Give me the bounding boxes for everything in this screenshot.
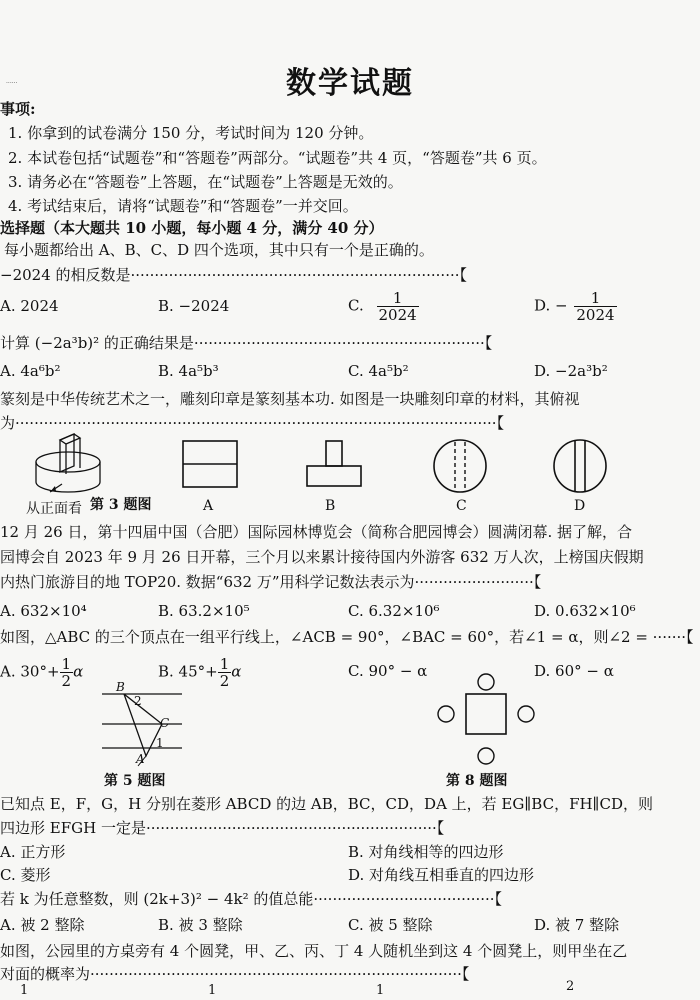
q4-line3: 内热门旅游目的地 TOP20. 数据“632 万”用科学记数法表示为·························【: [0, 573, 542, 591]
q3-front-view-label: 从正面看: [26, 501, 82, 517]
q5-option-b-prefix: B. 45°+: [158, 662, 218, 681]
page-title: 数学试题: [286, 66, 414, 101]
q3-line1: 篆刻是中华传统艺术之一，雕刻印章是篆刻基本功. 如图是一块雕刻印章的材料，其俯视: [0, 390, 580, 408]
q3-label-a: A: [203, 498, 214, 514]
fraction-denominator: 2024: [378, 306, 417, 324]
fraction-numerator: 1: [377, 290, 419, 307]
q1-option-c-fraction: [377, 290, 419, 323]
fraction-denominator: 2024: [576, 306, 615, 324]
q6-line2: 四边形 EFGH 一定是·····························································【: [0, 819, 445, 837]
q7-option-c: C. 被 5 整除: [348, 916, 433, 934]
q3-label-c: C: [456, 498, 467, 514]
notice-item: 4. 考试结束后，请将“试题卷”和“答题卷”一并交回。: [8, 197, 358, 215]
q1-option-c: [348, 290, 419, 323]
section-intro: 每小题都给出 A、B、C、D 四个选项，其中只有一个是正确的。: [4, 241, 434, 259]
q3-figure-caption: 第 3 题图: [90, 497, 152, 513]
q3-line2: 为·····································································································【: [0, 414, 505, 432]
q2-option-a: A. 4a⁶b²: [0, 362, 61, 380]
q3-option-d-figure: [552, 438, 608, 494]
q6-line1: 已知点 E，F，G，H 分别在菱形 ABCD 的边 AB，BC，CD，DA 上，若 EG∥BC，FH∥CD，则: [0, 795, 653, 813]
q5-option-a: [0, 656, 83, 689]
q7-option-b: B. 被 3 整除: [158, 916, 243, 934]
section-heading: 选择题（本大题共 10 小题，每小题 4 分，满分 40 分）: [0, 219, 384, 237]
fraction-denominator: 2: [219, 672, 230, 690]
q2-option-c: C. 4a⁵b²: [348, 362, 409, 380]
q8-option-c-numerator: 1: [376, 983, 385, 998]
q6-option-c: C. 菱形: [0, 866, 51, 884]
q4-line1: 12 月 26 日，第十四届中国（合肥）国际园林博览会（简称合肥园博会）圆满闭幕. 据了解，合: [0, 523, 633, 541]
q5-point-a: A: [136, 752, 145, 766]
q5-option-a-suffix: α: [73, 662, 84, 681]
q4-line2: 园博会自 2023 年 9 月 26 日开幕，三个月以来累计接待国内外游客 632 万人次，上榜国庆假期: [0, 548, 644, 566]
q5-option-d: D. 60° − α: [534, 662, 614, 680]
q5-point-c: C: [160, 716, 170, 730]
q8-option-a-numerator: 1: [20, 983, 29, 998]
notice-heading: 事项:: [0, 100, 36, 118]
q5-option-c: C. 90° − α: [348, 662, 428, 680]
q2-stem: 计算 (−2a³b)² 的正确结果是·····························································【: [0, 334, 493, 352]
q1-option-d-label: D. −: [534, 296, 568, 315]
fraction-numerator: 1: [219, 655, 230, 673]
q2-option-b: B. 4a⁵b³: [158, 362, 219, 380]
q8-figure-caption: 第 8 题图: [446, 773, 508, 789]
q7-stem: 若 k 为任意整数，则 (2k+3)² − 4k² 的值总能······································【: [0, 890, 503, 908]
q7-option-d: D. 被 7 整除: [534, 916, 620, 934]
notice-item: 3. 请务必在“答题卷”上答题，在“试题卷”上答题是无效的。: [8, 173, 403, 191]
half-fraction: [60, 656, 74, 689]
fraction-numerator: 1: [574, 290, 616, 307]
q4-option-a: A. 632×10⁴: [0, 602, 87, 620]
q4-option-d: D. 0.632×10⁶: [534, 602, 636, 620]
q5-angle-1: 1: [156, 736, 164, 750]
q3-option-a-figure: [182, 440, 238, 488]
q5-figure-caption: 第 5 题图: [104, 773, 166, 789]
q3-label-d: D: [574, 498, 586, 514]
q5-point-b: B: [116, 680, 125, 694]
notice-item: 2. 本试卷包括“试题卷”和“答题卷”两部分。“试题卷”共 4 页，“答题卷”共 6 页。: [8, 149, 547, 167]
q5-stem: 如图，△ABC 的三个顶点在一组平行线上，∠ACB = 90°，∠BAC = 60°，若∠1 = α，则∠2 = ·······【: [0, 628, 694, 646]
q1-option-b: B. −2024: [158, 297, 230, 315]
q3-option-c-figure: [432, 438, 488, 494]
q2-option-d: D. −2a³b²: [534, 362, 608, 380]
q3-stamp-figure: [30, 426, 120, 496]
fraction-denominator: 2: [61, 672, 72, 690]
q1-option-c-label: C.: [348, 296, 364, 315]
q5-option-a-prefix: A. 30°+: [0, 662, 60, 681]
header-mark: ......: [6, 78, 18, 85]
notice-item: 1. 你拿到的试卷满分 150 分，考试时间为 120 分钟。: [8, 124, 374, 142]
q8-line1: 如图，公园里的方桌旁有 4 个圆凳，甲、乙、丙、丁 4 人随机坐到这 4 个圆凳上，则甲坐在乙: [0, 942, 628, 960]
q8-option-b-numerator: 1: [208, 983, 217, 998]
q6-option-b: B. 对角线相等的四边形: [348, 843, 504, 861]
q8-option-d-numerator: 2: [566, 979, 575, 994]
q3-label-b: B: [325, 498, 336, 514]
fraction-numerator: 1: [61, 655, 72, 673]
q4-option-c: C. 6.32×10⁶: [348, 602, 440, 620]
q7-option-a: A. 被 2 整除: [0, 916, 85, 934]
q1-option-a: A. 2024: [0, 297, 59, 315]
q8-line2: 对面的概率为··············································································【: [0, 965, 470, 983]
q5-option-b-suffix: α: [231, 662, 242, 681]
q6-option-d: D. 对角线互相垂直的四边形: [348, 866, 535, 884]
q5-angle-2: 2: [134, 694, 142, 708]
q1-stem: −2024 的相反数是·····································································【: [0, 266, 468, 284]
q8-table-figure: [432, 672, 542, 768]
q4-option-b: B. 63.2×10⁵: [158, 602, 250, 620]
q3-option-b-figure: [306, 440, 362, 488]
half-fraction: [218, 656, 232, 689]
q1-option-d: [534, 290, 617, 323]
q1-option-d-fraction: [574, 290, 616, 323]
q6-option-a: A. 正方形: [0, 843, 66, 861]
